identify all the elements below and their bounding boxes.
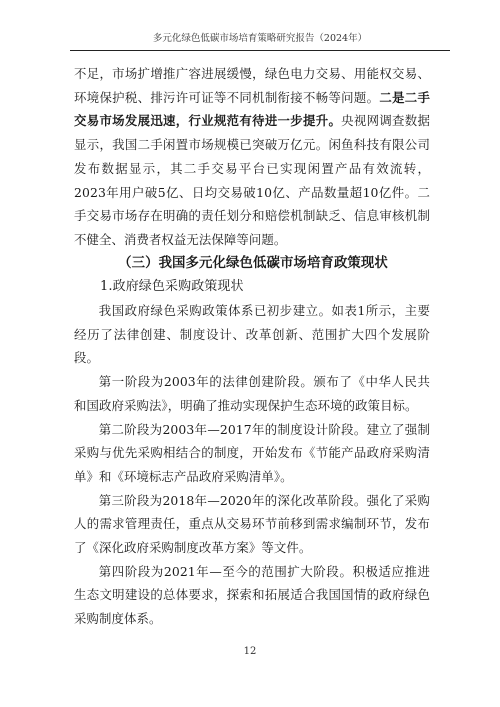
- paragraph-stage-three: 第三阶段为2018年—2020年的深化改革阶段。强化了采购人的需求管理责任，重点从交易环节前移到需求编制环节，发布了《深化政府采购制度改革方案》等文件。: [74, 492, 430, 556]
- running-header: 多元化绿色低碳市场培育策略研究报告（2024年）: [152, 33, 368, 44]
- section-heading: （三）我国多元化绿色低碳市场培育政策现状: [118, 254, 388, 271]
- paragraph-lead: 不足，市场扩增推广容进展缓慢，绿色电力交易、用能权交易、环境保护税、排污许可证等不同机制衔接不畅等问题。: [74, 66, 430, 105]
- paragraph-tail: 央视网调查数据显示，我国二手闲置市场规模已突破万亿元。闲鱼科技有限公司发布数据显示，其二手交易平台已实现闲置产品有效流转，2023年用户破5亿、日均交易破10亿、产品数量超10亿件。二手交易市场存在明确的责任划分和赔偿机制缺乏、信息审核机制不健全、消费者权益无法保障等问题。: [74, 113, 430, 247]
- page-content: [74, 62, 430, 631]
- emphasis-text: 二是二手交易市场发展迅速，行业规范有待进一步提升。: [74, 89, 431, 129]
- paragraph-secondhand-market: [74, 62, 430, 252]
- subsection-heading: 1.政府绿色采购政策现状: [100, 279, 244, 295]
- paragraph-policy-overview: 我国政府绿色采购政策体系已初步建立。如表1所示，主要经历了法律创建、制度设计、改革创新、范围扩大四个发展阶段。: [74, 303, 430, 366]
- header-divider: [70, 50, 450, 51]
- paragraph-stage-one: 第一阶段为2003年的法律创建阶段。颁布了《中华人民共和国政府采购法》，明确了推动实现保护生态环境的政策目标。: [74, 374, 430, 413]
- paragraph-stage-four: 第四阶段为2021年—至今的范围扩大阶段。积极适应推进生态文明建设的总体要求，探索和拓展适合我国国情的政府绿色采购制度体系。: [74, 563, 430, 627]
- page-number: 12: [243, 646, 257, 657]
- paragraph-stage-two: 第二阶段为2003年—2017年的制度设计阶段。建立了强制采购与优先采购相结合的制度，开始发布《节能产品政府采购清单》和《环境标志产品政府采购清单》。: [74, 421, 430, 484]
